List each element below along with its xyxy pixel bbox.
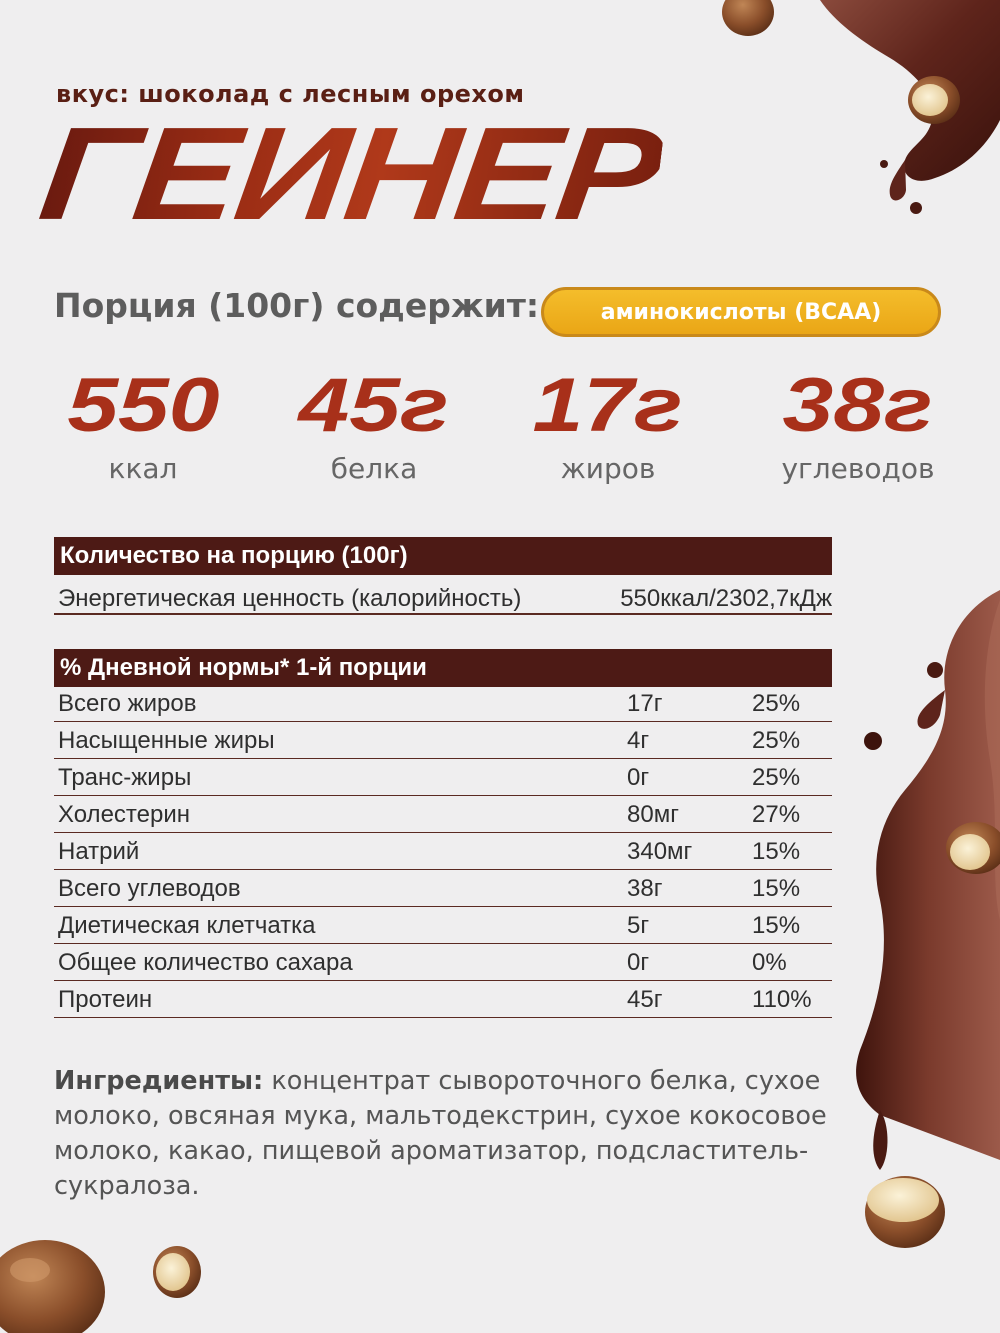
energy-value: 550ккал/2302,7кДж: [620, 585, 832, 612]
nutrient-name: Всего жиров: [58, 690, 197, 717]
serving-table-header: Количество на порцию (100г): [54, 537, 832, 575]
bcaa-badge: аминокислоты (BCAA): [541, 287, 941, 337]
nutrient-amount: 0г: [627, 949, 650, 976]
table-row: [54, 907, 832, 944]
stat-value: 38г: [782, 363, 934, 448]
table-row: [54, 796, 832, 833]
stat-value: 17г: [532, 363, 684, 448]
energy-row: [54, 577, 832, 615]
table-row: [54, 870, 832, 907]
ingredients-list: концентрат сывороточного белка, сухое молоко, овсяная мука, мальтодекстрин, сухое кокосовое молоко, какао, пищевой ароматизатор, подсластитель-сукралоза.: [54, 1066, 827, 1201]
nutrient-amount: 340мг: [627, 838, 693, 865]
table-row: [54, 833, 832, 870]
energy-label: Энергетическая ценность (калорийность): [58, 585, 522, 612]
nutrient-percent: 15%: [752, 912, 801, 939]
nutrient-percent: 25%: [752, 690, 801, 717]
nutrient-name: Транс-жиры: [58, 764, 192, 791]
nutrient-percent: 25%: [752, 764, 801, 791]
nutrient-percent: 15%: [752, 838, 801, 865]
table-row: [54, 685, 832, 722]
flavor-subtitle: вкус: шоколад с лесным орехом: [56, 80, 525, 108]
top-splash: [820, 0, 1000, 214]
ingredients-label: Ингредиенты:: [54, 1066, 264, 1096]
nutrient-name: Протеин: [58, 986, 153, 1013]
hazelnut-right-split: [946, 822, 1000, 874]
nutrient-name: Всего углеводов: [58, 875, 241, 902]
nutrient-percent: 25%: [752, 727, 801, 754]
hazelnut-top-split: [908, 76, 960, 124]
stat-label: ккал: [108, 452, 178, 485]
nutrient-percent: 110%: [752, 986, 812, 1013]
table-row: [54, 759, 832, 796]
nutrient-percent: 0%: [752, 949, 787, 976]
hazelnut-top: [722, 0, 774, 36]
nutrient-amount: 5г: [627, 912, 650, 939]
nutrient-name: Насыщенные жиры: [58, 727, 275, 754]
stat-fat: [532, 363, 684, 485]
nutrient-name: Общее количество сахара: [58, 949, 353, 976]
table-row: [54, 944, 832, 981]
daily-value-table-header: % Дневной нормы* 1-й порции: [54, 649, 832, 687]
nutrient-amount: 80мг: [627, 801, 679, 828]
nutrient-name: Диетическая клетчатка: [58, 912, 316, 939]
nutrient-amount: 0г: [627, 764, 650, 791]
hazelnut-bottom-left: [0, 1240, 105, 1333]
stat-label: углеводов: [781, 452, 935, 485]
product-title: ГЕИНЕР: [32, 100, 669, 247]
stat-label: жиров: [560, 452, 656, 485]
stat-value: 550: [66, 363, 220, 448]
nutrient-percent: 27%: [752, 801, 801, 828]
nutrient-amount: 17г: [627, 690, 663, 717]
nutrient-amount: 38г: [627, 875, 663, 902]
stat-protein: [296, 363, 452, 485]
nutrient-name: Холестерин: [58, 801, 190, 828]
nutrient-amount: 4г: [627, 727, 650, 754]
table-row: [54, 981, 832, 1018]
nutrient-amount: 45г: [627, 986, 663, 1013]
hazelnut-bottom-mid: [153, 1246, 201, 1298]
stat-label: белка: [330, 452, 418, 485]
portion-label: Порция (100г) содержит:: [54, 286, 540, 325]
nutrient-percent: 15%: [752, 875, 801, 902]
stat-carbs: [770, 363, 946, 485]
table-row: [54, 722, 832, 759]
ingredients-text: [54, 1064, 894, 1204]
nutrient-name: Натрий: [58, 838, 140, 865]
stat-calories: [54, 363, 232, 485]
stat-value: 45г: [298, 363, 450, 448]
